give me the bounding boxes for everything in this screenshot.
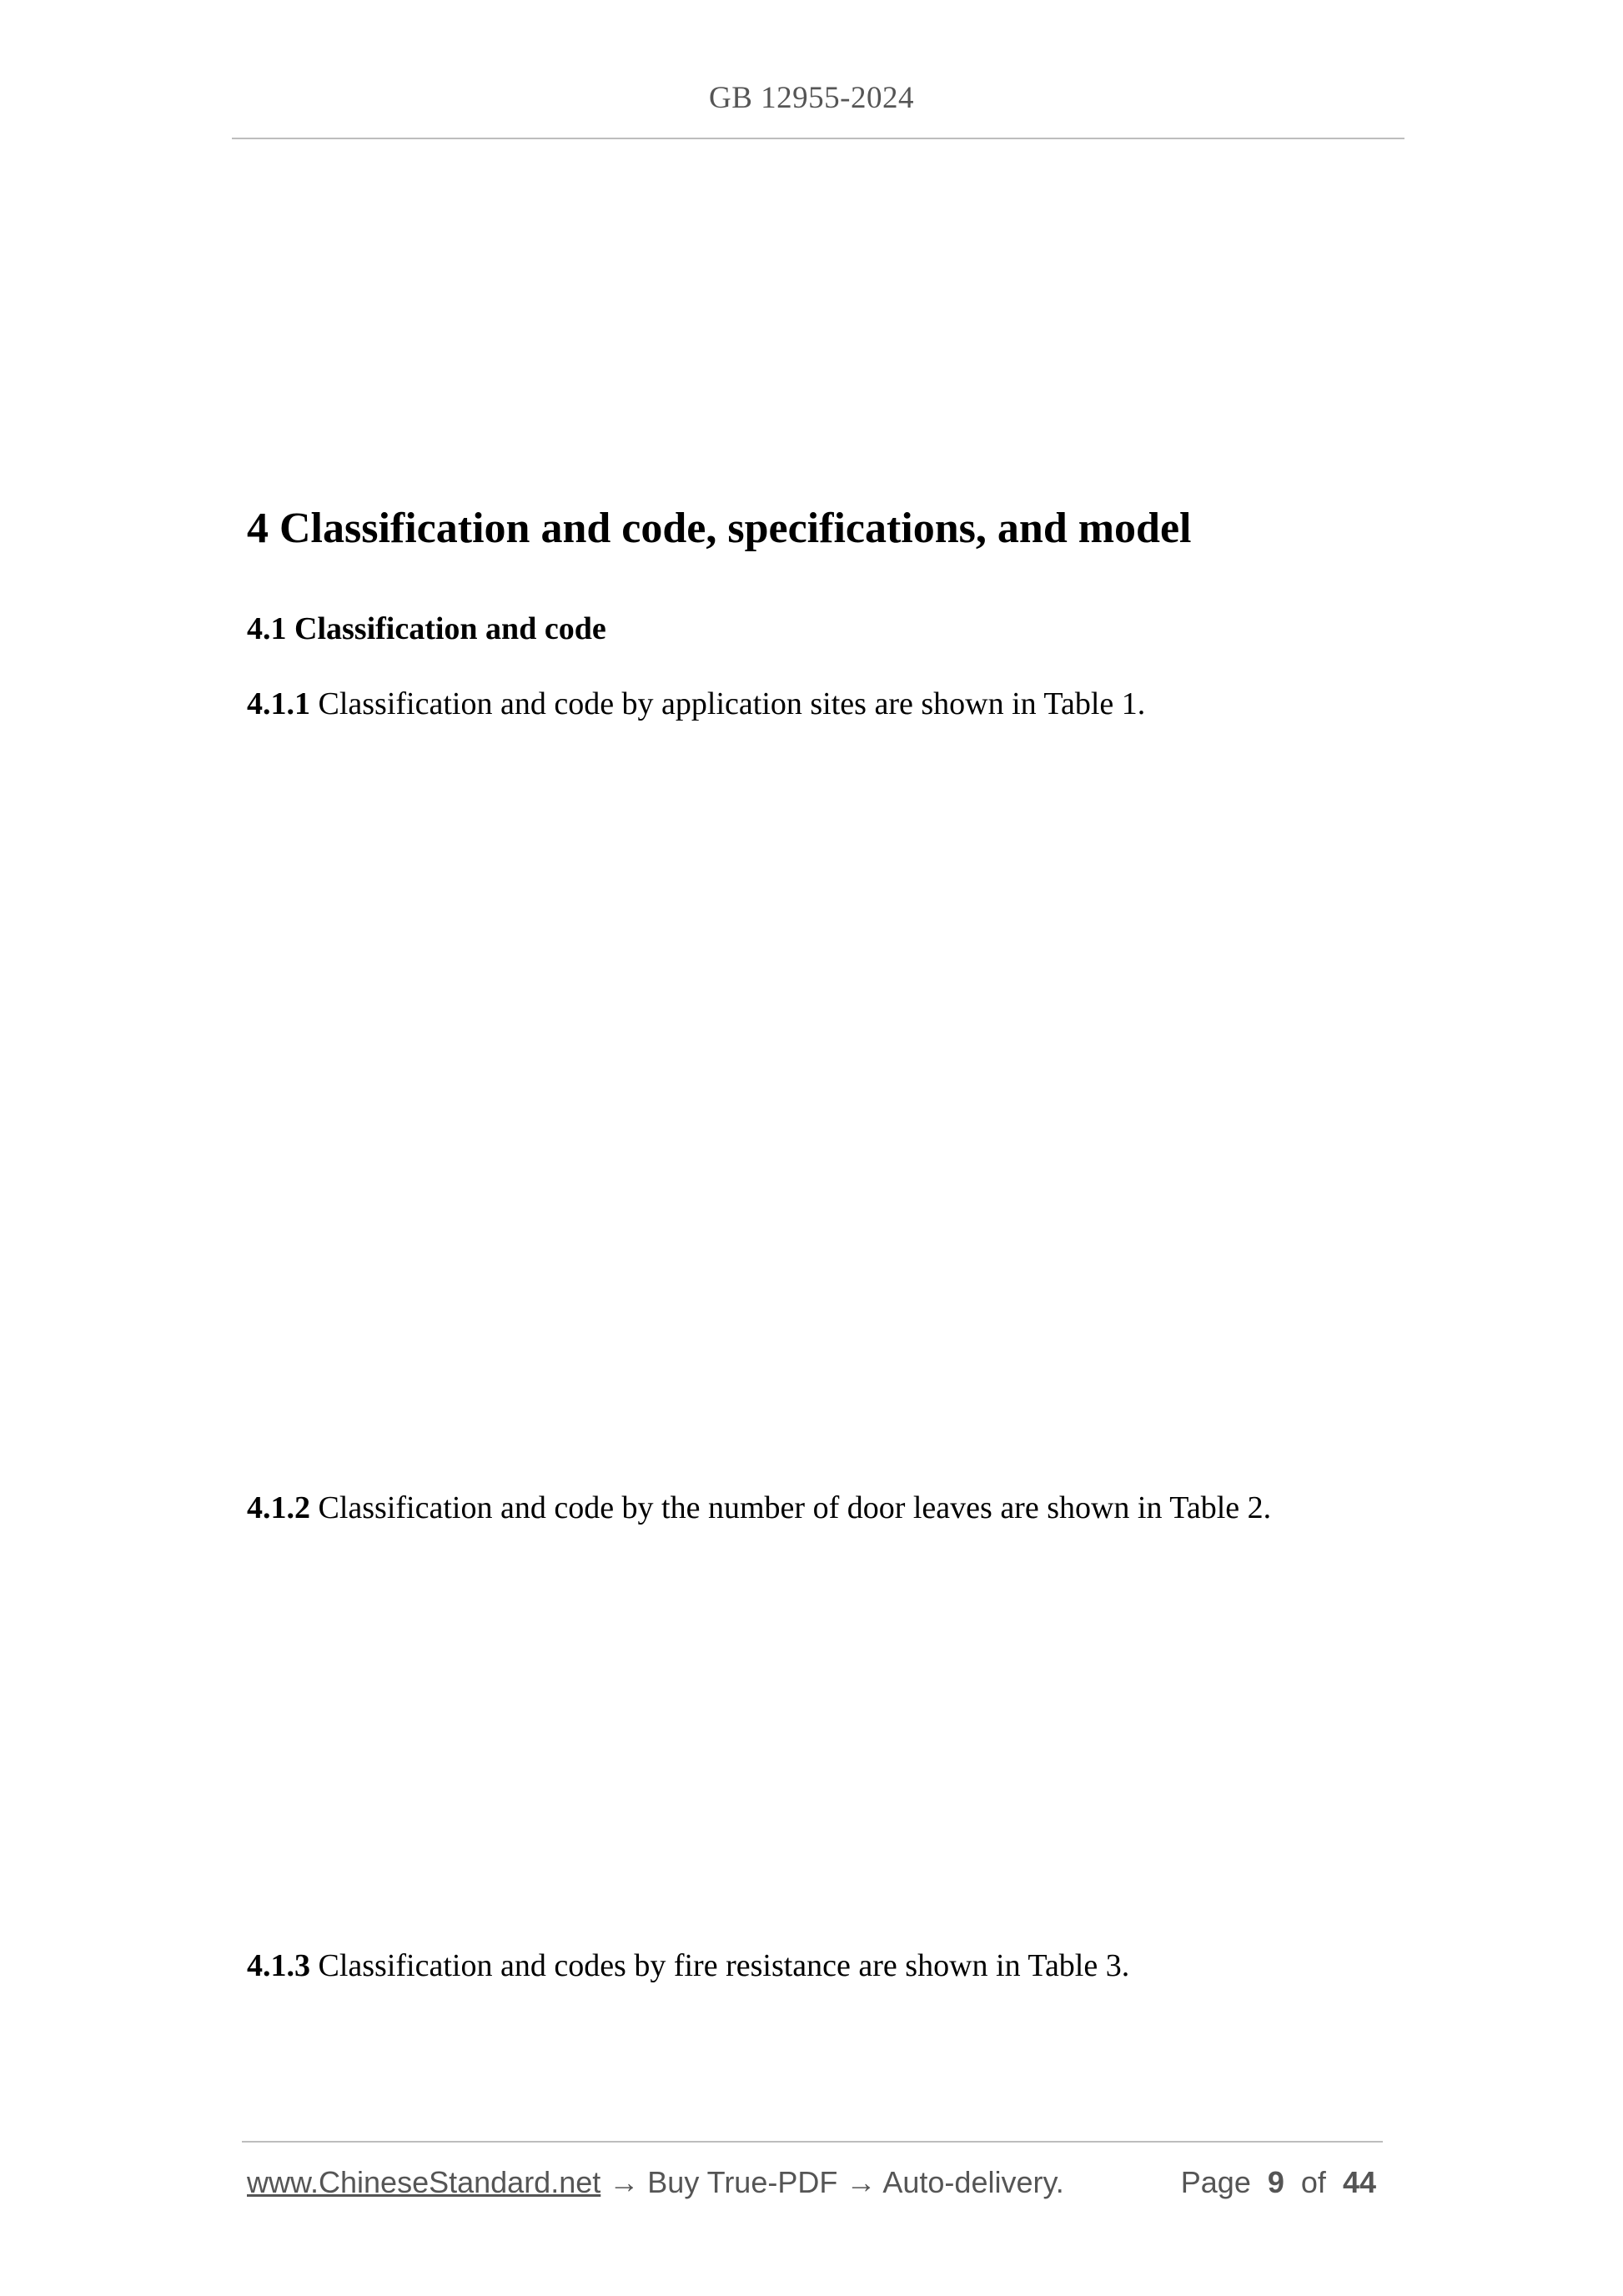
clause-4-1-3 [247,1947,1129,1984]
of-label: of [1300,2165,1326,2199]
clause-text: Classification and code by the number of door leaves are shown in Table 2. [318,1490,1272,1525]
page-counter [1181,2165,1376,2200]
subsection-heading: 4.1 Classification and code [247,611,606,646]
section-heading: 4 Classification and code, specifications, and model [247,505,1192,552]
clause-4-1-1 [247,686,1145,722]
footer-promo [247,2165,1064,2200]
clause-text: Classification and codes by fire resistance are shown in Table 3. [318,1948,1130,1983]
arrow-right-icon: → [609,2165,640,2199]
total-pages-number: 44 [1342,2165,1376,2199]
current-page-number: 9 [1267,2165,1284,2199]
auto-delivery-text: Auto-delivery. [882,2165,1064,2199]
document-header-code: GB 12955-2024 [709,81,914,115]
arrow-right-icon: → [846,2165,877,2199]
footer-divider [242,2141,1383,2143]
buy-true-pdf-text: Buy True-PDF [647,2165,838,2199]
clause-text: Classification and code by application sites are shown in Table 1. [318,686,1146,721]
site-link[interactable]: www.ChineseStandard.net [247,2165,601,2199]
header-divider [232,138,1404,139]
page-label: Page [1180,2165,1251,2199]
clause-number: 4.1.1 [247,686,310,721]
clause-4-1-2 [247,1490,1271,1526]
clause-number: 4.1.2 [247,1490,310,1525]
clause-number: 4.1.3 [247,1948,310,1983]
